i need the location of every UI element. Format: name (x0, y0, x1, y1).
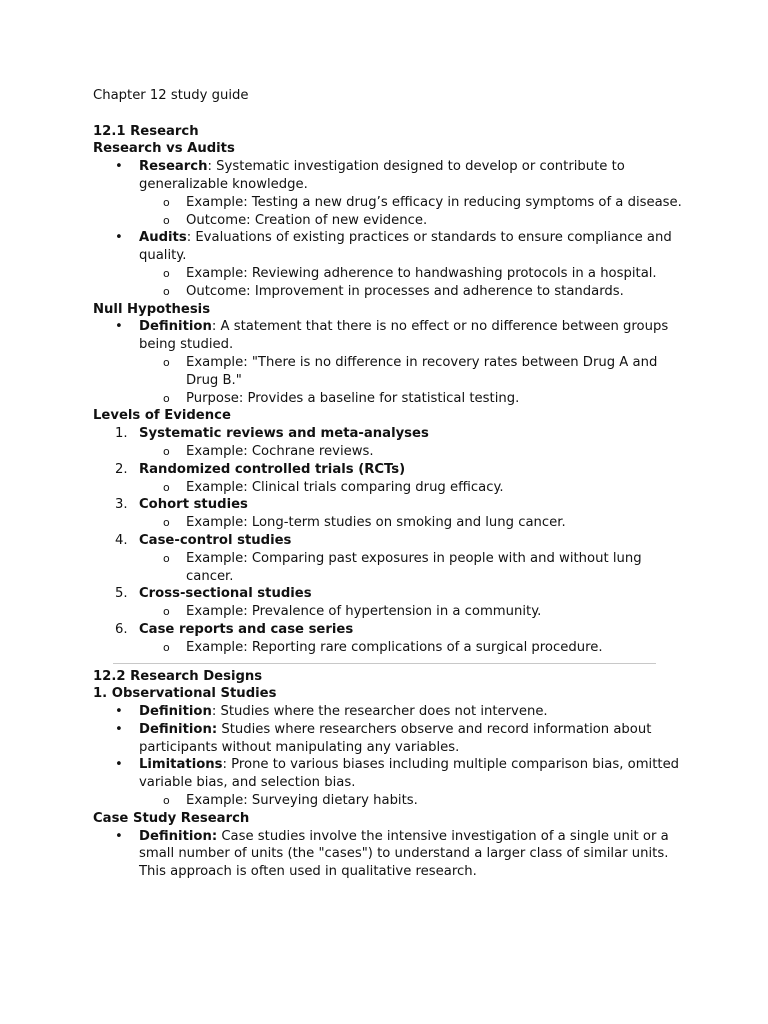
level-name: Cohort studies (139, 497, 248, 513)
list-number: 2. (115, 461, 128, 477)
bullet-observational-definition-1 (93, 703, 683, 721)
level-item (93, 532, 683, 550)
subheading-null-hypothesis: Null Hypothesis (93, 301, 211, 317)
level-example (93, 550, 683, 586)
level-example (93, 514, 683, 532)
circle-bullet-icon: o (163, 391, 170, 405)
bullet-dot-icon: • (115, 828, 123, 844)
limitations-text: : Prone to various biases including multiple comparison bias, omitted variable bias, and selection bias. (139, 757, 680, 791)
level-example (93, 479, 683, 497)
level-item (93, 621, 683, 639)
circle-bullet-icon: o (163, 355, 170, 369)
document-title: Chapter 12 study guide (93, 88, 249, 103)
audits-definition: : Evaluations of existing practices or standards to ensure compliance and quality. (139, 230, 672, 264)
term-definition: Definition: (139, 828, 218, 844)
subheading-observational-studies: 1. Observational Studies (93, 686, 277, 702)
bullet-dot-icon: • (115, 319, 123, 335)
term-definition: Definition (139, 319, 212, 335)
null-definition: : A statement that there is no effect or no difference between groups being studied. (139, 319, 669, 353)
list-number: 1. (115, 426, 128, 442)
sub-bullet-audits-example (93, 265, 683, 283)
level-name: Systematic reviews and meta-analyses (139, 426, 429, 442)
null-example: Example: "There is no difference in recovery rates between Drug A and Drug B." (186, 354, 658, 388)
level-example-text: Example: Reporting rare complications of a surgical procedure. (186, 639, 603, 655)
research-example: Example: Testing a new drug’s efficacy in reducing symptoms of a disease. (186, 194, 682, 210)
level-name: Cross-sectional studies (139, 586, 312, 602)
level-example-text: Example: Comparing past exposures in people with and without lung cancer. (186, 550, 642, 584)
subheading-research-vs-audits: Research vs Audits (93, 141, 235, 157)
bullet-observational-definition-2 (93, 721, 683, 757)
audits-outcome: Outcome: Improvement in processes and adherence to standards. (186, 283, 624, 299)
circle-bullet-icon: o (163, 213, 170, 227)
list-number: 6. (115, 621, 128, 637)
level-example (93, 603, 683, 621)
section-heading-12-1: 12.1 Research (93, 123, 199, 139)
list-number: 3. (115, 497, 128, 513)
bullet-audits (93, 229, 683, 265)
term-audits: Audits (139, 230, 187, 246)
level-item (93, 496, 683, 514)
section-heading-12-2: 12.2 Research Designs (93, 668, 263, 684)
circle-bullet-icon: o (163, 266, 170, 280)
term-research: Research (139, 159, 208, 175)
circle-bullet-icon: o (163, 516, 170, 530)
bullet-research (93, 158, 683, 194)
research-definition: : Systematic investigation designed to develop or contribute to generalizable knowledge. (139, 159, 625, 192)
circle-bullet-icon: o (163, 794, 170, 808)
bullet-dot-icon: • (115, 159, 123, 175)
horizontal-divider (113, 663, 656, 664)
audits-example: Example: Reviewing adherence to handwashing protocols in a hospital. (186, 265, 657, 281)
bullet-dot-icon: • (115, 721, 123, 737)
term-limitations: Limitations (139, 757, 223, 773)
subheading-case-study-research: Case Study Research (93, 810, 250, 826)
level-example-text: Example: Clinical trials comparing drug efficacy. (186, 479, 504, 495)
level-name: Case reports and case series (139, 621, 354, 637)
level-example (93, 639, 683, 657)
sub-bullet-research-example (93, 194, 683, 212)
case-study-definition: Case studies involve the intensive investigation of a single unit or a small number of units (the "cases") to understand a larger class of similar units. This approach is often used in qualitative research. (139, 828, 669, 880)
level-item (93, 461, 683, 479)
list-number: 5. (115, 586, 128, 602)
bullet-dot-icon: • (115, 230, 123, 246)
limitations-example: Example: Surveying dietary habits. (186, 793, 418, 809)
level-name: Randomized controlled trials (RCTs) (139, 461, 406, 477)
observational-definition-1: : Studies where the researcher does not intervene. (211, 704, 548, 720)
bullet-dot-icon: • (115, 757, 123, 773)
bullet-dot-icon: • (115, 704, 123, 720)
term-definition: Definition (139, 704, 212, 720)
circle-bullet-icon: o (163, 444, 170, 458)
sub-bullet-limitations-example (93, 792, 683, 810)
circle-bullet-icon: o (163, 551, 170, 565)
circle-bullet-icon: o (163, 605, 170, 619)
circle-bullet-icon: o (163, 284, 170, 298)
sub-bullet-audits-outcome (93, 283, 683, 301)
circle-bullet-icon: o (163, 480, 170, 494)
bullet-null-definition (93, 318, 683, 354)
level-item (93, 585, 683, 603)
level-example (93, 443, 683, 461)
sub-bullet-null-purpose (93, 390, 683, 408)
level-name: Case-control studies (139, 532, 292, 548)
bullet-case-study-definition (93, 828, 683, 881)
observational-definition-2: Studies where researchers observe and record information about participants without manipulating any variables. (139, 721, 652, 755)
level-item (93, 425, 683, 443)
level-example-text: Example: Long-term studies on smoking and lung cancer. (186, 515, 566, 531)
level-example-text: Example: Cochrane reviews. (186, 443, 374, 459)
null-purpose: Purpose: Provides a baseline for statistical testing. (186, 390, 520, 406)
circle-bullet-icon: o (163, 195, 170, 209)
term-definition: Definition: (139, 721, 218, 737)
level-example-text: Example: Prevalence of hypertension in a community. (186, 604, 542, 620)
circle-bullet-icon: o (163, 640, 170, 654)
research-outcome: Outcome: Creation of new evidence. (186, 212, 428, 228)
subheading-levels-of-evidence: Levels of Evidence (93, 408, 231, 424)
document-body (93, 87, 683, 881)
sub-bullet-research-outcome (93, 212, 683, 230)
sub-bullet-null-example (93, 354, 683, 390)
list-number: 4. (115, 532, 128, 548)
bullet-limitations (93, 756, 683, 792)
